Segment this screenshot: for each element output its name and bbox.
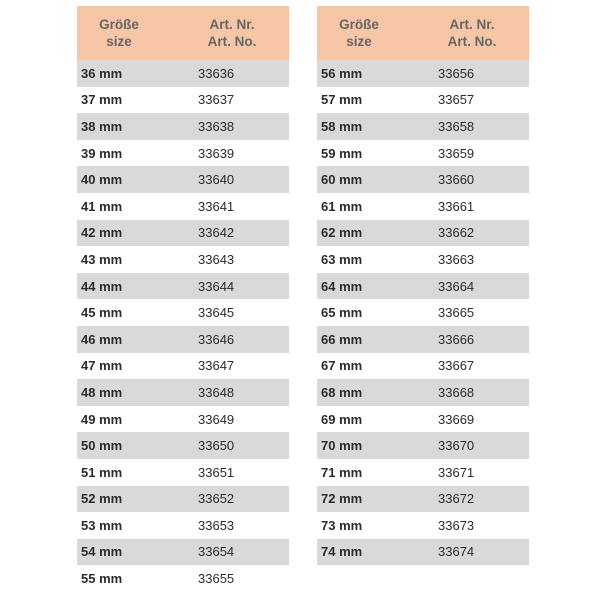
size-cell: 40 mm (81, 172, 123, 188)
size-cell: 55 mm (81, 571, 123, 587)
size-cell: 60 mm (321, 172, 363, 188)
article-number-cell: 33652 (198, 491, 235, 507)
table-row (317, 193, 529, 220)
size-cell: 43 mm (81, 251, 123, 267)
table-row (77, 486, 289, 513)
article-number-cell: 33659 (438, 145, 475, 161)
article-number-cell: 33643 (198, 251, 235, 267)
article-header-en: Art. No. (447, 34, 497, 49)
article-number-cell: 33670 (438, 438, 475, 454)
table-row (77, 166, 289, 193)
size-cell: 44 mm (81, 278, 123, 294)
article-number-cell: 33647 (198, 358, 235, 374)
article-number-cell: 33642 (198, 225, 235, 241)
size-cell: 58 mm (321, 118, 363, 134)
size-cell: 48 mm (81, 384, 123, 400)
size-cell: 64 mm (321, 278, 363, 294)
article-number-cell: 33667 (438, 358, 475, 374)
article-number-cell: 33638 (198, 118, 235, 134)
size-cell: 36 mm (81, 65, 123, 81)
size-cell: 49 mm (81, 411, 123, 427)
table-body (317, 60, 529, 565)
size-cell: 56 mm (321, 65, 363, 81)
article-number-cell: 33672 (438, 491, 475, 507)
table-row (317, 87, 529, 114)
size-cell: 71 mm (321, 464, 363, 480)
size-cell: 68 mm (321, 384, 363, 400)
article-number-cell: 33644 (198, 278, 235, 294)
table-row (77, 379, 289, 406)
article-number-cell: 33662 (438, 225, 475, 241)
table-row (317, 486, 529, 513)
size-cell: 72 mm (321, 491, 363, 507)
article-number-cell: 33671 (438, 464, 475, 480)
table-row (317, 60, 529, 87)
size-cell: 46 mm (81, 331, 123, 347)
table-row (77, 539, 289, 566)
table-row (317, 512, 529, 539)
table-row (317, 246, 529, 273)
table-row (77, 406, 289, 433)
size-table-right (317, 6, 529, 565)
size-column-header (77, 6, 161, 60)
size-cell: 62 mm (321, 225, 363, 241)
size-cell: 63 mm (321, 251, 363, 267)
size-cell: 42 mm (81, 225, 123, 241)
table-row (317, 326, 529, 353)
size-cell: 52 mm (81, 491, 123, 507)
table-row (317, 166, 529, 193)
table-row (77, 113, 289, 140)
article-number-cell: 33645 (198, 305, 235, 321)
article-number-cell: 33650 (198, 438, 235, 454)
table-header (77, 6, 289, 60)
article-header-de: Art. Nr. (209, 17, 255, 32)
size-header-en: size (346, 34, 372, 49)
article-number-cell: 33661 (438, 198, 475, 214)
size-cell: 59 mm (321, 145, 363, 161)
size-cell: 66 mm (321, 331, 363, 347)
article-number-cell: 33669 (438, 411, 475, 427)
size-cell: 74 mm (321, 544, 363, 560)
size-cell: 51 mm (81, 464, 123, 480)
table-row (77, 326, 289, 353)
size-cell: 57 mm (321, 92, 363, 108)
table-row (317, 406, 529, 433)
table-row (317, 113, 529, 140)
article-number-cell: 33654 (198, 544, 235, 560)
table-row (317, 299, 529, 326)
size-header-en: size (106, 34, 132, 49)
table-row (317, 140, 529, 167)
size-cell: 67 mm (321, 358, 363, 374)
article-number-cell: 33653 (198, 517, 235, 533)
size-table-left (77, 6, 289, 592)
size-cell: 70 mm (321, 438, 363, 454)
article-header-en: Art. No. (207, 34, 257, 49)
table-row (77, 246, 289, 273)
article-number-cell: 33655 (198, 571, 235, 587)
size-cell: 69 mm (321, 411, 363, 427)
table-header (317, 6, 529, 60)
table-row (317, 353, 529, 380)
table-row (317, 539, 529, 566)
size-cell: 41 mm (81, 198, 123, 214)
article-number-cell: 33641 (198, 198, 235, 214)
article-column-header (401, 6, 529, 60)
size-cell: 61 mm (321, 198, 363, 214)
article-number-cell: 33666 (438, 331, 475, 347)
article-number-cell: 33640 (198, 172, 235, 188)
article-number-cell: 33636 (198, 65, 235, 81)
size-header-de: Größe (339, 17, 379, 32)
table-row (77, 140, 289, 167)
table-row (77, 432, 289, 459)
size-cell: 47 mm (81, 358, 123, 374)
article-number-cell: 33648 (198, 384, 235, 400)
table-row (77, 273, 289, 300)
article-number-cell: 33646 (198, 331, 235, 347)
table-row (77, 353, 289, 380)
article-header-de: Art. Nr. (449, 17, 495, 32)
article-number-cell: 33674 (438, 544, 475, 560)
article-number-cell: 33660 (438, 172, 475, 188)
table-row (317, 379, 529, 406)
table-row (77, 459, 289, 486)
size-cell: 37 mm (81, 92, 123, 108)
table-row (317, 273, 529, 300)
table-row (77, 220, 289, 247)
size-cell: 39 mm (81, 145, 123, 161)
article-number-cell: 33668 (438, 384, 475, 400)
article-number-cell: 33649 (198, 411, 235, 427)
article-number-cell: 33664 (438, 278, 475, 294)
table-row (77, 60, 289, 87)
table-row (77, 87, 289, 114)
size-header-de: Größe (99, 17, 139, 32)
article-number-cell: 33673 (438, 517, 475, 533)
table-row (77, 299, 289, 326)
size-cell: 50 mm (81, 438, 123, 454)
article-number-cell: 33656 (438, 65, 475, 81)
size-cell: 53 mm (81, 517, 123, 533)
size-cell: 54 mm (81, 544, 123, 560)
size-cell: 45 mm (81, 305, 123, 321)
size-cell: 73 mm (321, 517, 363, 533)
article-number-cell: 33658 (438, 118, 475, 134)
size-column-header (317, 6, 401, 60)
table-row (317, 220, 529, 247)
article-number-cell: 33651 (198, 464, 235, 480)
table-row (77, 512, 289, 539)
article-number-cell: 33639 (198, 145, 235, 161)
size-cell: 65 mm (321, 305, 363, 321)
table-body (77, 60, 289, 592)
article-column-header (161, 6, 289, 60)
table-row (77, 193, 289, 220)
table-row (317, 432, 529, 459)
article-number-cell: 33637 (198, 92, 235, 108)
table-row (77, 565, 289, 592)
article-number-cell: 33665 (438, 305, 475, 321)
table-row (317, 459, 529, 486)
article-number-cell: 33657 (438, 92, 475, 108)
size-cell: 38 mm (81, 118, 123, 134)
article-number-cell: 33663 (438, 251, 475, 267)
